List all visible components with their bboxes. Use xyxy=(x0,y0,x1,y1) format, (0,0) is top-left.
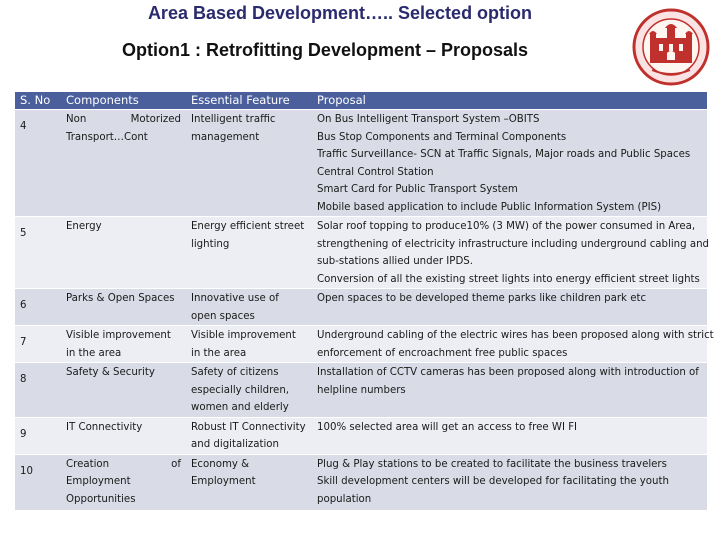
slide-subtitle: Option1 : Retrofitting Development – Proposals xyxy=(121,40,529,60)
proposal-line: sub-stations allied under IPDS. xyxy=(317,256,473,267)
proposal-line: helpline numbers xyxy=(317,384,406,396)
proposal-line: Plug & Play stations to be created to facilitate the business travelers xyxy=(317,458,667,470)
table-row xyxy=(15,217,707,289)
proposal-line: Open spaces to be developed theme parks like children park etc xyxy=(317,293,647,304)
row-feature: Safety of citizens especially children, women and elderly xyxy=(186,363,312,418)
header-components: Components xyxy=(61,92,186,110)
proposals-table xyxy=(15,92,714,511)
row-proposal xyxy=(312,110,707,217)
row-number: 4 xyxy=(15,110,61,217)
table-row xyxy=(15,454,707,510)
header-sno: S. No xyxy=(15,92,61,110)
proposal-line: Central Control Station xyxy=(317,166,434,178)
row-number: 10 xyxy=(15,454,61,510)
row-feature: Intelligent traffic management xyxy=(186,110,312,217)
row-component: IT Connectivity xyxy=(61,417,186,454)
proposal-line: On Bus Intelligent Transport System –OBITS xyxy=(317,114,540,125)
row-proposal xyxy=(312,454,707,510)
row-feature: Economy & Employment xyxy=(186,454,312,510)
proposal-line: Mobile based application to include Public Information System (PIS) xyxy=(317,201,662,213)
row-proposal xyxy=(312,417,707,454)
row-feature: Visible improvement in the area xyxy=(186,326,312,363)
proposal-line: Bus Stop Components and Terminal Components xyxy=(317,131,567,143)
row-component: Energy xyxy=(61,217,186,289)
proposal-line: Traffic Surveillance- SCN at Traffic Signals, Major roads and Public Spaces xyxy=(317,149,691,160)
proposal-line: Solar roof topping to produce10% (3 MW) of the power consumed in Area, xyxy=(317,221,696,232)
proposal-line: 100% selected area will get an access to free WI FI xyxy=(317,421,578,433)
row-number: 5 xyxy=(15,217,61,289)
table-row xyxy=(15,326,707,363)
table-row xyxy=(15,289,707,326)
row-feature: Innovative use of open spaces xyxy=(186,289,312,326)
row-component: Safety & Security xyxy=(61,363,186,418)
proposal-line: Conversion of all the existing street lights into energy efficient street lights xyxy=(317,273,700,285)
proposal-line: strengthening of electricity infrastructure including underground cabling and xyxy=(317,238,710,250)
row-number: 7 xyxy=(15,326,61,363)
row-proposal xyxy=(312,363,707,418)
row-component: Visible improvement in the area xyxy=(61,326,186,363)
proposal-line: Installation of CCTV cameras has been proposed along with introduction of xyxy=(317,367,699,378)
table-row xyxy=(15,110,707,217)
slide-title: Area Based Development….. Selected option xyxy=(147,3,533,23)
row-number: 9 xyxy=(15,417,61,454)
table-header-row xyxy=(15,92,707,110)
header-proposal: Proposal xyxy=(312,92,707,110)
row-component: Non Motorized Transport…Cont xyxy=(61,110,186,217)
proposal-line: enforcement of encroachment free public spaces xyxy=(317,347,568,359)
row-number: 8 xyxy=(15,363,61,418)
row-proposal xyxy=(312,289,707,326)
proposal-line: Skill development centers will be developed for facilitating the youth xyxy=(317,476,669,487)
row-number: 6 xyxy=(15,289,61,326)
header-essential-feature: Essential Feature xyxy=(186,92,312,110)
row-component: Parks & Open Spaces xyxy=(61,289,186,326)
municipal-emblem-icon xyxy=(632,8,710,86)
row-feature: Energy efficient street lighting xyxy=(186,217,312,289)
table-row xyxy=(15,417,707,454)
proposal-line: Underground cabling of the electric wires has been proposed along with strict xyxy=(317,330,714,341)
row-proposal xyxy=(312,326,714,363)
proposal-line: population xyxy=(317,493,372,505)
table-row xyxy=(15,363,707,418)
proposal-line: Smart Card for Public Transport System xyxy=(317,184,518,195)
row-component: Creation of Employment Opportunities xyxy=(61,454,186,510)
row-feature: Robust IT Connectivity and digitalization xyxy=(186,417,312,454)
row-proposal xyxy=(312,217,710,289)
